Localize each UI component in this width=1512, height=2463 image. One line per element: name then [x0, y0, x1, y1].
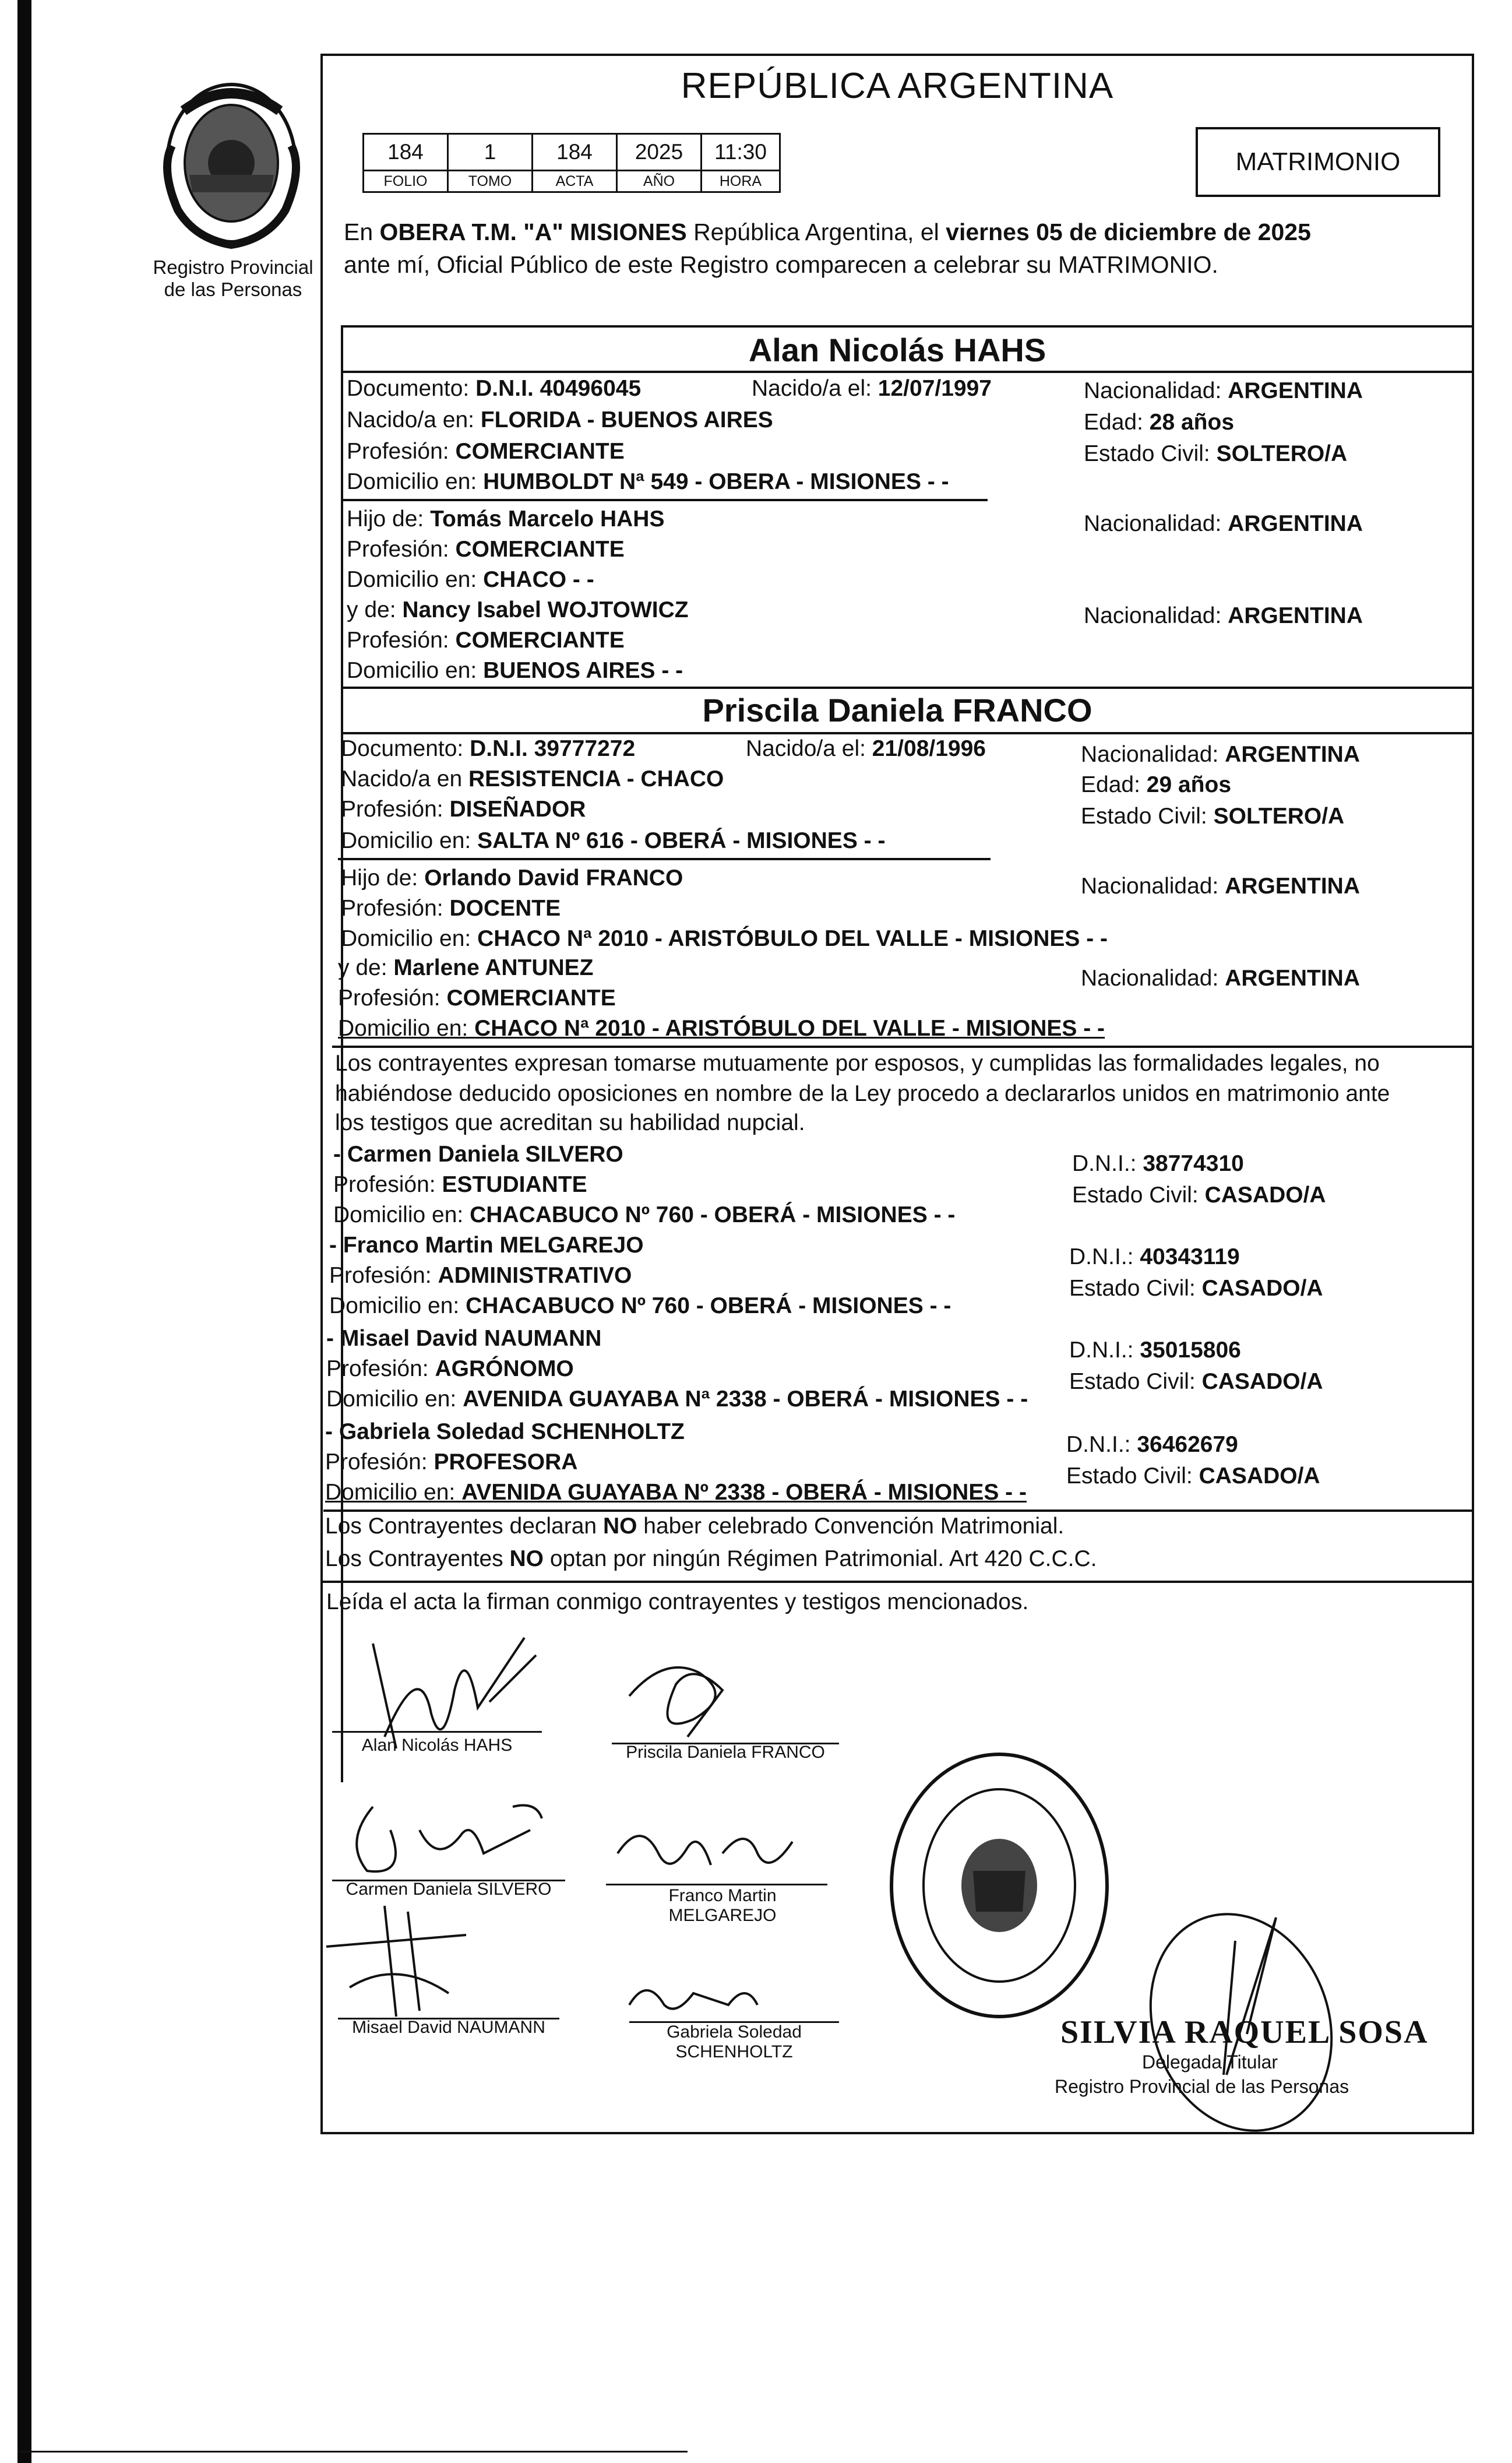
scan-bottom-line [17, 2451, 688, 2453]
witness3-signature-label: Misael David NAUMANN [352, 2018, 545, 2037]
groom-father-nacionalidad: Nacionalidad: ARGENTINA [1084, 511, 1363, 536]
anio-label: AÑO [617, 171, 702, 192]
bride-documento: Documento: D.N.I. 39777272 [341, 736, 636, 761]
bride-father-domicilio: Domicilio en: CHACO Nª 2010 - ARISTÓBULO DEL VALLE - MISIONES - - [341, 926, 1108, 951]
groom-mother-nacionalidad: Nacionalidad: ARGENTINA [1084, 603, 1363, 628]
bride-signature [618, 1649, 769, 1743]
witness-4-estado-civil: Estado Civil: CASADO/A [1066, 1463, 1320, 1489]
official-office: Registro Provincial de las Personas [1055, 2076, 1349, 2097]
witness-2-profesion: Profesión: ADMINISTRATIVO [329, 1263, 632, 1288]
groom-documento: Documento: D.N.I. 40496045 [347, 376, 642, 401]
section-divider [341, 687, 1474, 689]
witness-3-domicilio: Domicilio en: AVENIDA GUAYABA Nª 2338 - OBERÁ - MISIONES - - [326, 1387, 1028, 1412]
registry-caption-line1: Registro Provincial [153, 256, 313, 278]
groom-edad: Edad: 28 años [1084, 410, 1235, 435]
official-name: SILVIA RAQUEL SOSA [1060, 2014, 1429, 2050]
registry-caption [131, 256, 335, 301]
declaration-line1: Los contrayentes expresan tomarse mutuamente por esposos, y cumplidas las formalidades legales, no [335, 1051, 1380, 1076]
convention-line1: Los Contrayentes declaran NO haber celebrado Convención Matrimonial. [325, 1514, 1065, 1539]
groom-father-profesion: Profesión: COMERCIANTE [347, 537, 625, 562]
acta-value: 184 [533, 134, 617, 171]
bride-profesion: Profesión: DISEÑADOR [341, 797, 586, 822]
convention-line2: Los Contrayentes NO optan por ningún Régimen Patrimonial. Art 420 C.C.C. [325, 1546, 1097, 1571]
witness1-signature-label: Carmen Daniela SILVERO [346, 1880, 552, 1899]
witness-3-name: - Misael David NAUMANN [326, 1326, 602, 1351]
intro-text: República Argentina, el [686, 219, 946, 245]
witness4-label-line1: Gabriela Soledad [667, 2022, 802, 2042]
witness-2-estado-civil: Estado Civil: CASADO/A [1069, 1276, 1323, 1301]
record-table [362, 133, 781, 193]
folio-value: 184 [364, 134, 448, 171]
official-title: Delegada Titular [1142, 2052, 1278, 2073]
witness2-signature [606, 1818, 827, 1888]
groom-nacido-en: Nacido/a en: FLORIDA - BUENOS AIRES [347, 407, 773, 432]
bride-signature-label: Priscila Daniela FRANCO [626, 1743, 825, 1762]
witness-2-domicilio: Domicilio en: CHACABUCO Nº 760 - OBERÁ - MISIONES - - [329, 1293, 951, 1318]
groom-profesion: Profesión: COMERCIANTE [347, 439, 625, 464]
witness-1-domicilio: Domicilio en: CHACABUCO Nº 760 - OBERÁ - MISIONES - - [333, 1202, 956, 1227]
hora-label: HORA [702, 171, 780, 192]
bride-nacionalidad: Nacionalidad: ARGENTINA [1081, 742, 1361, 767]
acta-label: ACTA [533, 171, 617, 192]
groom-father: Hijo de: Tomás Marcelo HAHS [347, 506, 665, 532]
witness-3-dni: D.N.I.: 35015806 [1069, 1338, 1241, 1363]
groom-mother: y de: Nancy Isabel WOJTOWICZ [347, 597, 689, 622]
groom-mother-domicilio: Domicilio en: BUENOS AIRES - - [347, 658, 683, 683]
act-type-box: MATRIMONIO [1196, 127, 1440, 197]
bride-mother-profesion: Profesión: COMERCIANTE [338, 986, 616, 1011]
bride-mother-domicilio: Domicilio en: CHACO Nª 2010 - ARISTÓBULO DEL VALLE - MISIONES - - [338, 1016, 1105, 1041]
bride-name: Priscila Daniela FRANCO [702, 692, 1092, 729]
intro-date: viernes 05 de diciembre de 2025 [946, 219, 1311, 245]
witness-4-name: - Gabriela Soledad SCHENHOLTZ [325, 1419, 685, 1444]
bride-father-profesion: Profesión: DOCENTE [341, 896, 561, 921]
witness-1-dni: D.N.I.: 38774310 [1072, 1151, 1244, 1176]
bride-nacido-en: Nacido/a en RESISTENCIA - CHACO [341, 766, 724, 791]
signature-line [606, 1884, 827, 1885]
intro-paragraph [344, 216, 1468, 281]
witness-4-profesion: Profesión: PROFESORA [325, 1449, 578, 1475]
intro-line2: ante mí, Oficial Público de este Registro comparecen a celebrar su MATRIMONIO. [344, 251, 1218, 278]
groom-nacido-el: Nacido/a el: 12/07/1997 [752, 376, 992, 401]
groom-name: Alan Nicolás HAHS [748, 332, 1046, 368]
witness3-signature [315, 1900, 478, 2028]
province-seal-logo [154, 76, 309, 251]
page-title: REPÚBLICA ARGENTINA [681, 66, 1114, 106]
tomo-value: 1 [448, 134, 533, 171]
anio-value: 2025 [617, 134, 702, 171]
row-divider [341, 499, 988, 501]
witness-2-name: - Franco Martin MELGAREJO [329, 1233, 644, 1258]
scan-edge-bar [17, 0, 31, 2463]
declaration-line2: habiéndose deducido oposiciones en nombre de la Ley procedo a declararlos unidos en matrimonio ante [335, 1081, 1390, 1106]
bride-domicilio: Domicilio en: SALTA Nº 616 - OBERÁ - MISIONES - - [341, 828, 886, 853]
witness-2-dni: D.N.I.: 40343119 [1069, 1244, 1240, 1269]
bride-father-nacionalidad: Nacionalidad: ARGENTINA [1081, 874, 1361, 899]
bride-nacido-el: Nacido/a el: 21/08/1996 [746, 736, 986, 761]
hora-value: 11:30 [702, 134, 780, 171]
witness2-signature-label [653, 1886, 792, 1926]
bride-mother: y de: Marlene ANTUNEZ [338, 955, 594, 980]
witness-1-estado-civil: Estado Civil: CASADO/A [1072, 1183, 1326, 1208]
witness2-label-line2: MELGAREJO [668, 1906, 777, 1925]
witness-4-dni: D.N.I.: 36462679 [1066, 1432, 1238, 1457]
signature-line [332, 1731, 542, 1733]
witness4-label-line2: SCHENHOLTZ [675, 2042, 793, 2061]
bride-edad: Edad: 29 años [1081, 772, 1232, 797]
witness-3-profesion: Profesión: AGRÓNOMO [326, 1356, 574, 1381]
groom-signature-label: Alan Nicolás HAHS [361, 1736, 513, 1755]
bride-mother-nacionalidad: Nacionalidad: ARGENTINA [1081, 966, 1361, 991]
row-divider [338, 858, 991, 860]
witness4-signature-label [629, 2022, 839, 2062]
groom-estado-civil: Estado Civil: SOLTERO/A [1084, 441, 1348, 466]
witness-4-domicilio: Domicilio en: AVENIDA GUAYABA Nº 2338 - OBERÁ - MISIONES - - [325, 1480, 1027, 1505]
witness-1-profesion: Profesión: ESTUDIANTE [333, 1172, 587, 1197]
intro-text: En [344, 219, 380, 245]
witness4-signature [618, 1970, 769, 2022]
bride-estado-civil: Estado Civil: SOLTERO/A [1081, 804, 1345, 829]
closing-text: Leída el acta la firman conmigo contrayentes y testigos mencionados. [326, 1589, 1029, 1614]
section-divider [320, 1581, 1474, 1583]
declaration-line3: los testigos que acreditan su habilidad nupcial. [335, 1110, 805, 1135]
witness-1-name: - Carmen Daniela SILVERO [333, 1142, 623, 1167]
section-divider [341, 325, 1474, 328]
tomo-label: TOMO [448, 171, 533, 192]
folio-label: FOLIO [364, 171, 448, 192]
witness2-label-line1: Franco Martin [668, 1886, 777, 1905]
intro-place: OBERA T.M. "A" MISIONES [379, 219, 687, 245]
groom-father-domicilio: Domicilio en: CHACO - - [347, 567, 594, 592]
groom-nacionalidad: Nacionalidad: ARGENTINA [1084, 378, 1363, 403]
bride-father: Hijo de: Orlando David FRANCO [341, 865, 683, 891]
groom-domicilio: Domicilio en: HUMBOLDT Nª 549 - OBERA - MISIONES - - [347, 469, 949, 494]
witness-3-estado-civil: Estado Civil: CASADO/A [1069, 1369, 1323, 1394]
witness1-signature [338, 1795, 559, 1883]
groom-mother-profesion: Profesión: COMERCIANTE [347, 628, 625, 653]
official-round-stamp [886, 1748, 1113, 2022]
registry-caption-line2: de las Personas [164, 279, 302, 300]
